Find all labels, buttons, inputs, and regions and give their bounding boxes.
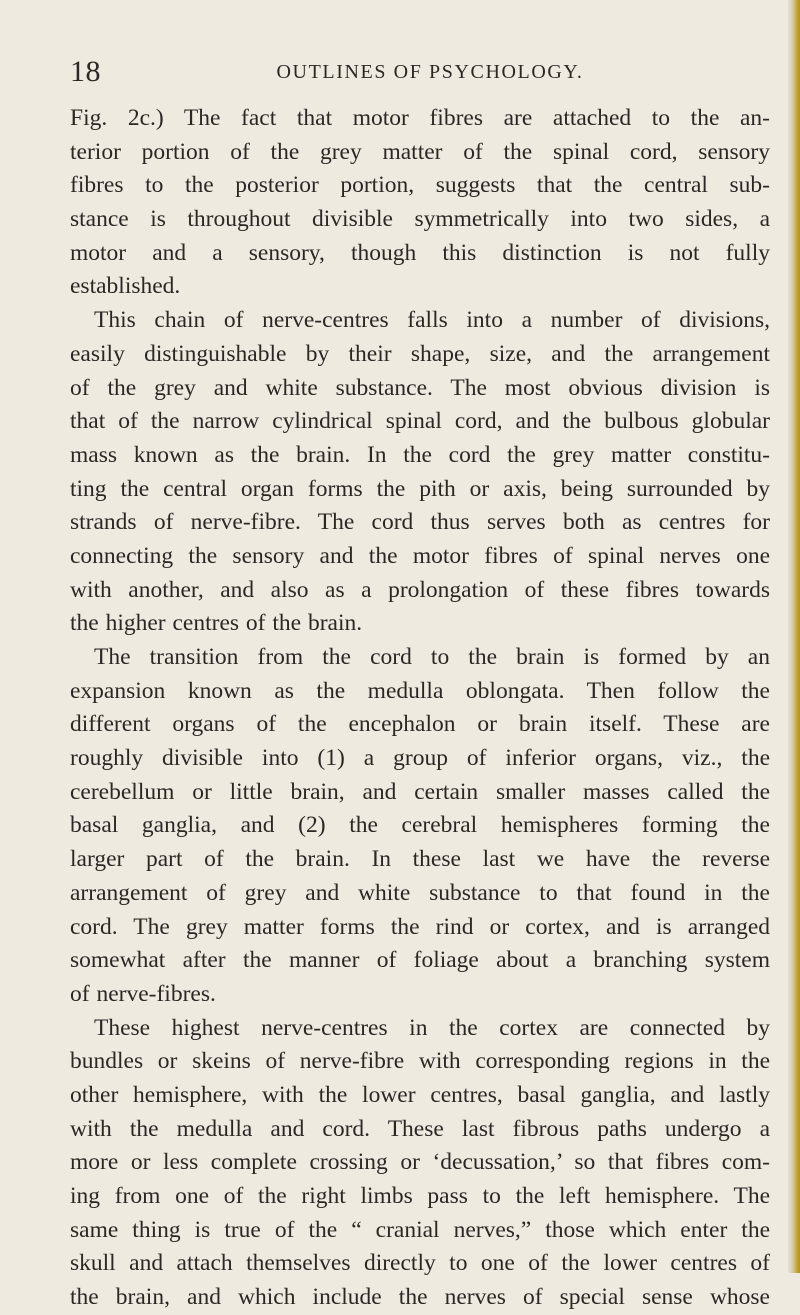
text-line: This chain of nerve-centres falls into a number of divisions, bbox=[94, 307, 770, 334]
text-line: stance is throughout divisible symmetrically into two sides, a bbox=[70, 206, 770, 233]
text-line: same thing is true of the “ cranial nerves,” those which enter the bbox=[70, 1216, 770, 1243]
text-line: terior portion of the grey matter of the spinal cord, sensory bbox=[70, 138, 770, 165]
text-line: skull and attach themselves directly to one of the lower centres of bbox=[70, 1250, 770, 1277]
text-line: expansion known as the medulla oblongata. Then follow the bbox=[70, 677, 770, 704]
text-line: larger part of the brain. In these last we have the reverse bbox=[70, 846, 770, 873]
text-line: The transition from the cord to the brain is formed by an bbox=[94, 644, 770, 670]
text-line: ting the central organ forms the pith or axis, being surrounded by bbox=[70, 475, 770, 502]
text-line: mass known as the brain. In the cord the grey matter constitu- bbox=[70, 441, 770, 468]
page-number: 18 bbox=[70, 55, 101, 88]
text-line: cord. The grey matter forms the rind or cortex, and is arranged bbox=[70, 913, 770, 940]
text-line: fibres to the posterior portion, suggests that the central sub- bbox=[70, 172, 770, 199]
text-line: roughly divisible into (1) a group of inferior organs, viz., the bbox=[70, 745, 770, 772]
page-edge bbox=[788, 0, 800, 1273]
text-line: cerebellum or little brain, and certain smaller masses called the bbox=[70, 778, 770, 805]
text-line: ing from one of the right limbs pass to the left hemisphere. The bbox=[70, 1183, 770, 1209]
text-line: motor and a sensory, though this distinction is not fully bbox=[70, 239, 770, 266]
text-line: the higher centres of the brain. bbox=[70, 610, 363, 637]
text-line: somewhat after the manner of foliage about a branching system bbox=[70, 947, 770, 974]
text-line: of nerve-fibres. bbox=[70, 980, 216, 1007]
text-line: more or less complete crossing or ‘decussation,’ so that fibres com- bbox=[70, 1149, 770, 1176]
text-line: strands of nerve-fibre. The cord thus serves both as centres for bbox=[70, 509, 770, 536]
text-line: basal ganglia, and (2) the cerebral hemispheres forming the bbox=[70, 812, 770, 839]
text-line: different organs of the encephalon or brain itself. These are bbox=[70, 711, 770, 738]
body-text bbox=[70, 102, 770, 1315]
text-line: of the grey and white substance. The most obvious division is bbox=[70, 374, 770, 401]
text-line: with another, and also as a prolongation of these fibres towards bbox=[70, 576, 770, 603]
text-line: with the medulla and cord. These last fibrous paths undergo a bbox=[70, 1115, 770, 1142]
text-line: connecting the sensory and the motor fibres of spinal nerves one bbox=[70, 542, 770, 569]
text-line: easily distinguishable by their shape, size, and the arrangement bbox=[70, 340, 770, 367]
text-line: other hemisphere, with the lower centres, basal ganglia, and lastly bbox=[70, 1081, 770, 1108]
running-head bbox=[70, 52, 770, 92]
text-line: established. bbox=[70, 273, 181, 300]
text-line: the brain, and which include the nerves of special sense whose bbox=[70, 1284, 770, 1311]
text-line: bundles or skeins of nerve-fibre with corresponding regions in the bbox=[70, 1048, 770, 1075]
text-line: that of the narrow cylindrical spinal cord, and the bulbous globular bbox=[70, 408, 770, 435]
text-line: Fig. 2c.) The fact that motor fibres are attached to the an- bbox=[70, 105, 770, 131]
running-title: OUTLINES OF PSYCHOLOGY. bbox=[276, 61, 584, 83]
text-line: arrangement of grey and white substance to that found in the bbox=[70, 879, 770, 906]
text-line: These highest nerve-centres in the cortex are connected by bbox=[94, 1014, 770, 1041]
